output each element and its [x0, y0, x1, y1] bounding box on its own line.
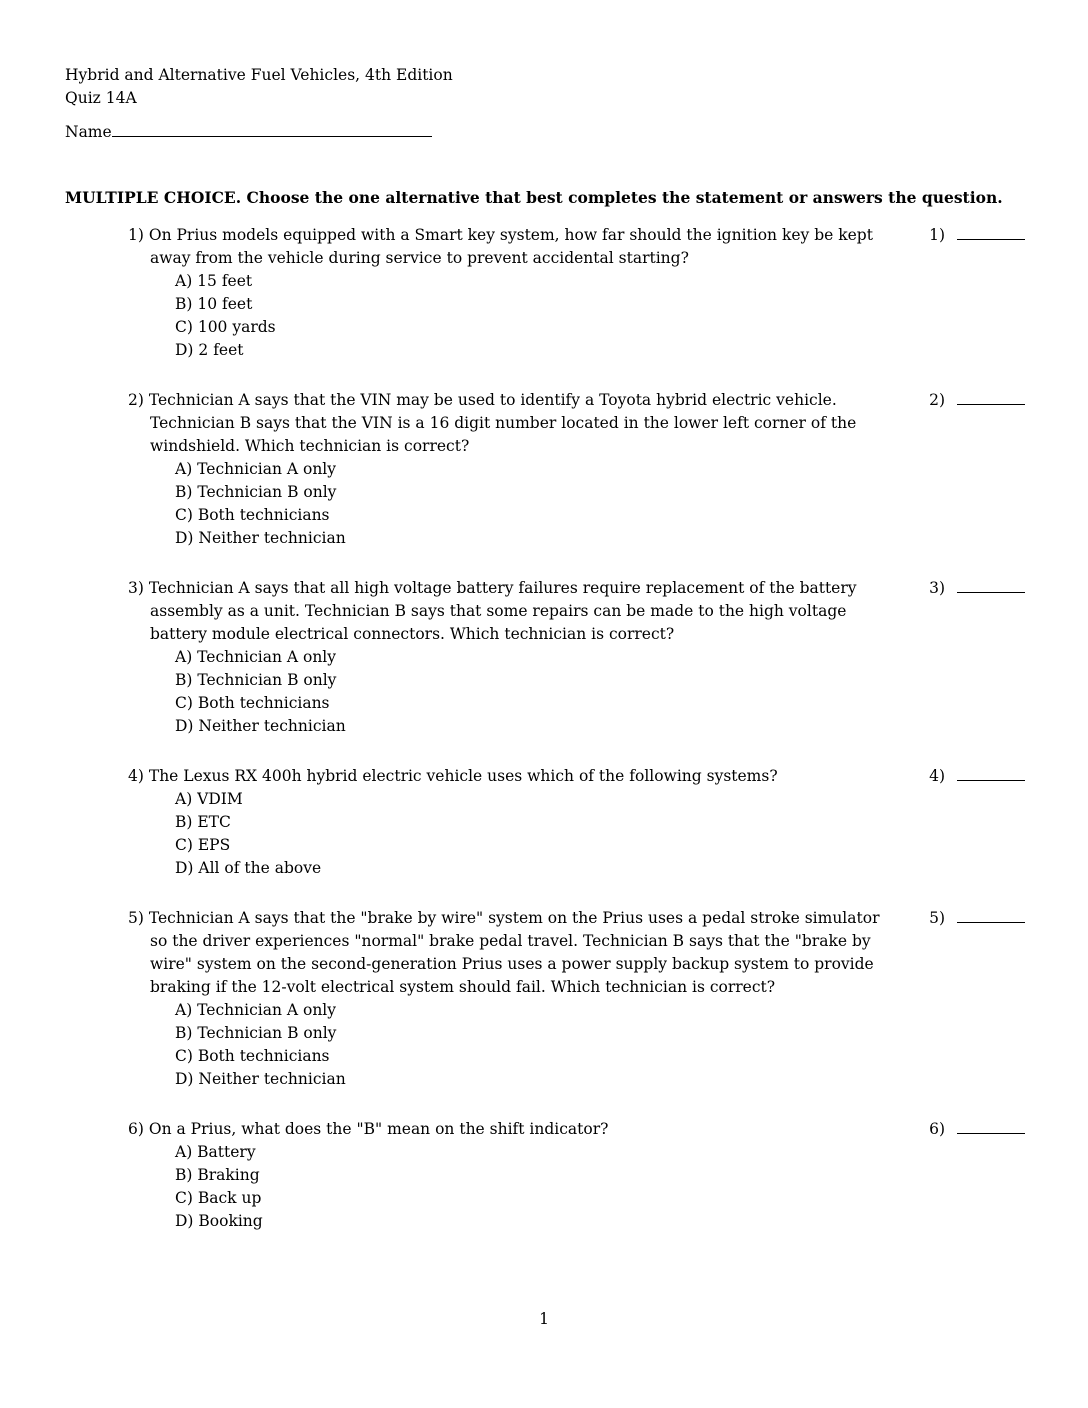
answer-blank	[957, 1118, 1025, 1134]
name-blank	[112, 121, 432, 137]
question-text: Technician A says that the "brake by wire" system on the Prius uses a pedal stroke simulator so the driver experiences "normal" brake pedal travel. Technician B says that the "brake by wire" system on the second-generation Prius uses a power supply backup system to provide braking if the 12-volt electrical system should fail. Which technician is correct?	[148, 909, 880, 996]
question-body	[128, 765, 900, 880]
choice: C) 100 yards	[175, 318, 276, 336]
question-body	[128, 907, 900, 1091]
answer-blank	[957, 907, 1025, 923]
choice: D) Neither technician	[175, 529, 346, 547]
answer-area	[929, 389, 1025, 412]
answer-area	[929, 765, 1025, 788]
answer-area	[929, 577, 1025, 600]
answer-area	[929, 1118, 1025, 1141]
choice: A) 15 feet	[175, 272, 253, 290]
choice: A) Technician A only	[175, 460, 337, 478]
choice: B) ETC	[175, 813, 231, 831]
answer-number: 1)	[929, 226, 945, 244]
choice: C) Both technicians	[175, 694, 330, 712]
answer-number: 6)	[929, 1120, 945, 1138]
choice: B) Braking	[175, 1166, 260, 1184]
choice: C) Both technicians	[175, 506, 330, 524]
choices-list	[175, 458, 900, 550]
name-label: Name	[65, 123, 112, 141]
questions-list	[0, 224, 1088, 1260]
answer-number: 4)	[929, 767, 945, 785]
quiz-title: Hybrid and Alternative Fuel Vehicles, 4th Edition	[65, 66, 453, 84]
answer-blank	[957, 765, 1025, 781]
question	[0, 389, 1088, 550]
question	[0, 907, 1088, 1091]
question-body	[128, 224, 900, 362]
choice: C) EPS	[175, 836, 231, 854]
question-number: 5)	[128, 909, 144, 927]
choice: D) Neither technician	[175, 1070, 346, 1088]
choices-list	[175, 999, 900, 1091]
choice: B) Technician B only	[175, 671, 337, 689]
question-body	[128, 1118, 900, 1233]
choice: D) 2 feet	[175, 341, 244, 359]
answer-number: 3)	[929, 579, 945, 597]
choice: A) VDIM	[175, 790, 243, 808]
answer-blank	[957, 577, 1025, 593]
answer-blank	[957, 389, 1025, 405]
choice: B) Technician B only	[175, 1024, 337, 1042]
document-header	[65, 64, 453, 110]
question	[0, 224, 1088, 362]
choice: B) Technician B only	[175, 483, 337, 501]
question-text: Technician A says that all high voltage battery failures require replacement of the battery assembly as a unit. Technician B says that some repairs can be made to the high voltage battery module electrical connectors. Which technician is correct?	[148, 579, 857, 643]
question-text: On a Prius, what does the "B" mean on the shift indicator?	[148, 1120, 609, 1138]
page-number: 1	[539, 1310, 549, 1328]
choice: A) Battery	[175, 1143, 256, 1161]
choices-list	[175, 788, 900, 880]
answer-number: 5)	[929, 909, 945, 927]
question-number: 1)	[128, 226, 144, 244]
choice: C) Back up	[175, 1189, 262, 1207]
question-number: 4)	[128, 767, 144, 785]
question	[0, 577, 1088, 738]
choices-list	[175, 1141, 900, 1233]
choice: D) All of the above	[175, 859, 322, 877]
answer-area	[929, 907, 1025, 930]
question-number: 3)	[128, 579, 144, 597]
choices-list	[175, 646, 900, 738]
choice: D) Neither technician	[175, 717, 346, 735]
choice: A) Technician A only	[175, 648, 337, 666]
choice: D) Booking	[175, 1212, 263, 1230]
question-body	[128, 389, 900, 550]
question-body	[128, 577, 900, 738]
answer-area	[929, 224, 1025, 247]
instructions: MULTIPLE CHOICE. Choose the one alternative that best completes the statement or answers the question.	[65, 188, 1003, 207]
question-text: Technician A says that the VIN may be used to identify a Toyota hybrid electric vehicle. Technician B says that the VIN is a 16 digit number located in the lower left corner of the windshield. Which technician is correct?	[148, 391, 857, 455]
name-row	[65, 121, 432, 144]
quiz-subtitle: Quiz 14A	[65, 89, 137, 107]
question	[0, 765, 1088, 880]
question-text: The Lexus RX 400h hybrid electric vehicle uses which of the following systems?	[148, 767, 778, 785]
choice: B) 10 feet	[175, 295, 253, 313]
question-number: 2)	[128, 391, 144, 409]
choice: C) Both technicians	[175, 1047, 330, 1065]
answer-blank	[957, 224, 1025, 240]
question-text: On Prius models equipped with a Smart key system, how far should the ignition key be kept away from the vehicle during service to prevent accidental starting?	[148, 226, 873, 267]
question	[0, 1118, 1088, 1233]
choice: A) Technician A only	[175, 1001, 337, 1019]
choices-list	[175, 270, 900, 362]
question-number: 6)	[128, 1120, 144, 1138]
answer-number: 2)	[929, 391, 945, 409]
